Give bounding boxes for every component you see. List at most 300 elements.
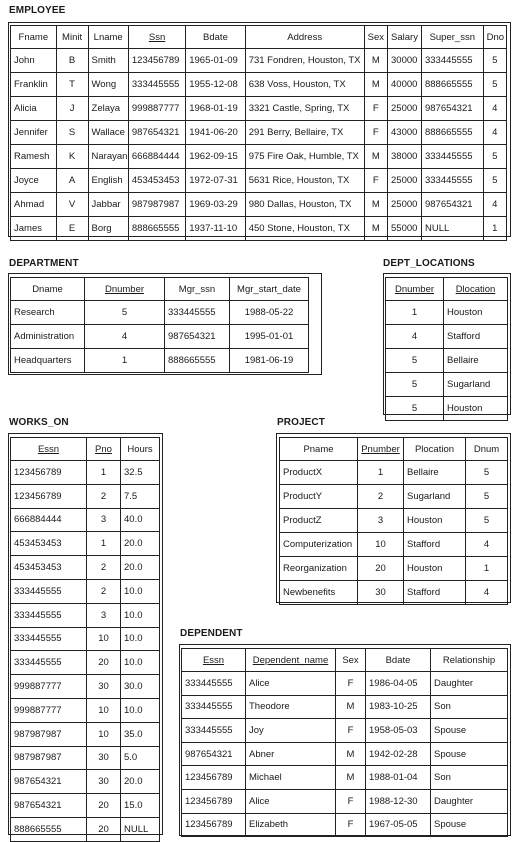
column-header-pno: Pno	[87, 438, 121, 461]
table-row	[11, 651, 160, 675]
table-cell: 3	[87, 603, 121, 627]
table-cell: Wong	[88, 73, 128, 97]
table-row	[11, 121, 507, 145]
table-cell: 1	[85, 349, 165, 373]
table-cell: B	[56, 49, 88, 73]
table-cell: M	[364, 49, 387, 73]
column-header-dno: Dno	[483, 26, 506, 49]
table-cell: M	[364, 145, 387, 169]
table-cell: 1983-10-25	[366, 695, 431, 719]
table-cell: 5	[386, 373, 444, 397]
table-cell: Wallace	[88, 121, 128, 145]
table-cell: 333445555	[421, 49, 483, 73]
table-row	[280, 557, 508, 581]
table-cell: 35.0	[121, 722, 160, 746]
table-cell: 5.0	[121, 746, 160, 770]
table-cell: 2	[87, 579, 121, 603]
table-cell: 4	[466, 581, 508, 605]
table-cell: English	[88, 169, 128, 193]
table-cell: 4	[483, 97, 506, 121]
table-cell: 123456789	[11, 484, 87, 508]
table-cell: 980 Dallas, Houston, TX	[245, 193, 364, 217]
table-cell: 2	[358, 485, 404, 509]
table-row	[280, 581, 508, 605]
dept-locations-table	[385, 277, 508, 421]
column-header-minit: Minit	[56, 26, 88, 49]
table-cell: 5	[386, 349, 444, 373]
dependent-title: DEPENDENT	[180, 628, 243, 639]
table-cell: 291 Berry, Bellaire, TX	[245, 121, 364, 145]
table-cell: M	[336, 695, 366, 719]
table-cell: 10.0	[121, 627, 160, 651]
table-cell: 888665555	[128, 217, 185, 241]
table-cell: 1995-01-01	[230, 325, 309, 349]
table-cell: 453453453	[11, 556, 87, 580]
table-cell: 888665555	[421, 73, 483, 97]
column-header-bdate: Bdate	[186, 26, 245, 49]
table-cell: 4	[483, 193, 506, 217]
table-row	[11, 675, 160, 699]
table-cell: 638 Voss, Houston, TX	[245, 73, 364, 97]
table-row	[182, 813, 508, 837]
table-cell: 333445555	[182, 672, 246, 696]
table-cell: 30.0	[121, 675, 160, 699]
table-cell: Headquarters	[11, 349, 85, 373]
employee-header-row	[11, 26, 507, 49]
table-cell: F	[336, 719, 366, 743]
table-row	[11, 461, 160, 485]
department-table	[10, 277, 309, 373]
column-header-dependent-name: Dependent_name	[246, 649, 336, 672]
column-header-mgr-start-date: Mgr_start_date	[230, 278, 309, 301]
table-cell: 1967-05-05	[366, 813, 431, 837]
table-row	[11, 817, 160, 841]
table-cell: 20.0	[121, 770, 160, 794]
table-cell: 987987987	[128, 193, 185, 217]
table-cell: Michael	[246, 766, 336, 790]
table-row	[182, 789, 508, 813]
table-row	[182, 719, 508, 743]
table-row	[386, 349, 508, 373]
table-cell: Smith	[88, 49, 128, 73]
table-cell: 975 Fire Oak, Humble, TX	[245, 145, 364, 169]
table-row	[11, 579, 160, 603]
table-cell: Jennifer	[11, 121, 57, 145]
table-row	[280, 509, 508, 533]
column-header-ssn: Ssn	[128, 26, 185, 49]
table-row	[182, 766, 508, 790]
table-cell: 32.5	[121, 461, 160, 485]
table-cell: F	[364, 121, 387, 145]
table-cell: Stafford	[404, 533, 466, 557]
table-cell: ProductY	[280, 485, 358, 509]
table-cell: Daughter	[431, 672, 508, 696]
column-header-bdate: Bdate	[366, 649, 431, 672]
table-cell: 20	[87, 794, 121, 818]
table-cell: 5	[483, 145, 506, 169]
table-cell: ProductX	[280, 461, 358, 485]
works-on-table	[10, 437, 160, 842]
table-cell: 1955-12-08	[186, 73, 245, 97]
table-cell: 333445555	[11, 651, 87, 675]
table-row	[386, 397, 508, 421]
table-cell: 987654321	[421, 193, 483, 217]
table-cell: 4	[466, 533, 508, 557]
table-cell: Bellaire	[444, 349, 508, 373]
column-header-fname: Fname	[11, 26, 57, 49]
table-cell: 1988-12-30	[366, 789, 431, 813]
table-cell: Joyce	[11, 169, 57, 193]
table-cell: Stafford	[404, 581, 466, 605]
table-cell: S	[56, 121, 88, 145]
table-cell: 333445555	[11, 579, 87, 603]
table-cell: 10	[87, 722, 121, 746]
column-header-super-ssn: Super_ssn	[421, 26, 483, 49]
table-cell: 1988-05-22	[230, 301, 309, 325]
column-header-mgr-ssn: Mgr_ssn	[165, 278, 230, 301]
table-cell: 20.0	[121, 556, 160, 580]
table-cell: 1969-03-29	[186, 193, 245, 217]
column-header-pname: Pname	[280, 438, 358, 461]
table-cell: 123456789	[182, 789, 246, 813]
table-row	[11, 722, 160, 746]
table-cell: 987654321	[182, 742, 246, 766]
dept-locations-title: DEPT_LOCATIONS	[383, 258, 475, 269]
table-cell: 20.0	[121, 532, 160, 556]
table-cell: 987654321	[128, 121, 185, 145]
table-row	[182, 695, 508, 719]
column-header-pnumber: Pnumber	[358, 438, 404, 461]
table-row	[11, 49, 507, 73]
project-table	[279, 437, 508, 605]
table-cell: Elizabeth	[246, 813, 336, 837]
table-cell: 123456789	[182, 813, 246, 837]
table-cell: 333445555	[421, 145, 483, 169]
table-cell: 666884444	[128, 145, 185, 169]
table-cell: M	[336, 766, 366, 790]
table-cell: 999887777	[11, 675, 87, 699]
table-cell: 5631 Rice, Houston, TX	[245, 169, 364, 193]
table-cell: Son	[431, 766, 508, 790]
table-row	[386, 301, 508, 325]
dept-locations-header-row	[386, 278, 508, 301]
table-row	[11, 73, 507, 97]
table-cell: 1941-06-20	[186, 121, 245, 145]
table-cell: 15.0	[121, 794, 160, 818]
table-cell: Computerization	[280, 533, 358, 557]
table-row	[280, 485, 508, 509]
table-cell: 5	[466, 509, 508, 533]
table-cell: 20	[87, 651, 121, 675]
table-cell: 888665555	[421, 121, 483, 145]
table-cell: 43000	[388, 121, 422, 145]
table-row	[11, 349, 309, 373]
table-cell: Zelaya	[88, 97, 128, 121]
table-cell: 40000	[388, 73, 422, 97]
department-header-row	[11, 278, 309, 301]
table-cell: 333445555	[128, 73, 185, 97]
table-cell: 30	[87, 770, 121, 794]
table-cell: 888665555	[165, 349, 230, 373]
project-title: PROJECT	[277, 417, 325, 428]
table-cell: 123456789	[128, 49, 185, 73]
table-cell: Houston	[444, 397, 508, 421]
table-cell: 123456789	[11, 461, 87, 485]
table-cell: Houston	[404, 557, 466, 581]
table-row	[11, 556, 160, 580]
table-cell: 123456789	[182, 766, 246, 790]
table-cell: 10	[87, 627, 121, 651]
table-cell: 1986-04-05	[366, 672, 431, 696]
table-cell: F	[364, 169, 387, 193]
table-cell: 1942-02-28	[366, 742, 431, 766]
table-cell: Alice	[246, 789, 336, 813]
table-cell: 999887777	[11, 698, 87, 722]
table-row	[11, 698, 160, 722]
table-cell: 10.0	[121, 579, 160, 603]
table-cell: 1	[386, 301, 444, 325]
table-cell: 333445555	[165, 301, 230, 325]
table-row	[11, 770, 160, 794]
table-row	[11, 532, 160, 556]
table-cell: 3	[358, 509, 404, 533]
table-cell: 1	[87, 532, 121, 556]
column-header-dnum: Dnum	[466, 438, 508, 461]
column-header-address: Address	[245, 26, 364, 49]
table-cell: 5	[85, 301, 165, 325]
table-cell: 5	[466, 485, 508, 509]
column-header-lname: Lname	[88, 26, 128, 49]
table-cell: 1	[87, 461, 121, 485]
table-cell: 999887777	[128, 97, 185, 121]
table-cell: Ahmad	[11, 193, 57, 217]
project-header-row	[280, 438, 508, 461]
table-cell: NULL	[121, 817, 160, 841]
table-cell: 453453453	[128, 169, 185, 193]
table-cell: Alice	[246, 672, 336, 696]
table-cell: 333445555	[11, 627, 87, 651]
table-cell: 731 Fondren, Houston, TX	[245, 49, 364, 73]
column-header-dname: Dname	[11, 278, 85, 301]
column-header-hours: Hours	[121, 438, 160, 461]
column-header-dlocation: Dlocation	[444, 278, 508, 301]
table-cell: 10.0	[121, 603, 160, 627]
table-cell: Sugarland	[404, 485, 466, 509]
table-cell: M	[364, 73, 387, 97]
table-row	[386, 373, 508, 397]
table-cell: 5	[483, 73, 506, 97]
table-cell: 1937-11-10	[186, 217, 245, 241]
table-cell: 4	[85, 325, 165, 349]
table-cell: Sugarland	[444, 373, 508, 397]
table-row	[11, 97, 507, 121]
table-row	[11, 794, 160, 818]
table-cell: 1981-06-19	[230, 349, 309, 373]
table-row	[11, 325, 309, 349]
table-row	[182, 672, 508, 696]
table-cell: 10	[358, 533, 404, 557]
table-cell: M	[364, 217, 387, 241]
column-header-essn: Essn	[182, 649, 246, 672]
table-cell: Jabbar	[88, 193, 128, 217]
column-header-sex: Sex	[336, 649, 366, 672]
table-cell: 1988-01-04	[366, 766, 431, 790]
table-cell: 1962-09-15	[186, 145, 245, 169]
table-cell: T	[56, 73, 88, 97]
table-cell: 10.0	[121, 651, 160, 675]
table-cell: K	[56, 145, 88, 169]
table-cell: 987654321	[11, 770, 87, 794]
table-cell: 333445555	[182, 719, 246, 743]
works-on-header-row	[11, 438, 160, 461]
table-cell: 888665555	[11, 817, 87, 841]
table-row	[11, 169, 507, 193]
table-cell: ProductZ	[280, 509, 358, 533]
table-cell: Daughter	[431, 789, 508, 813]
column-header-dnumber: Dnumber	[85, 278, 165, 301]
table-cell: 30000	[388, 49, 422, 73]
table-row	[11, 627, 160, 651]
table-row	[280, 461, 508, 485]
table-cell: 987654321	[11, 794, 87, 818]
table-cell: 2	[87, 556, 121, 580]
table-cell: Abner	[246, 742, 336, 766]
table-cell: 2	[87, 484, 121, 508]
table-cell: Administration	[11, 325, 85, 349]
table-cell: M	[364, 193, 387, 217]
table-cell: 450 Stone, Houston, TX	[245, 217, 364, 241]
table-cell: Ramesh	[11, 145, 57, 169]
table-cell: Narayan	[88, 145, 128, 169]
table-row	[11, 301, 309, 325]
table-cell: Houston	[444, 301, 508, 325]
table-cell: Alicia	[11, 97, 57, 121]
column-header-dnumber: Dnumber	[386, 278, 444, 301]
column-header-relationship: Relationship	[431, 649, 508, 672]
table-cell: Bellaire	[404, 461, 466, 485]
column-header-salary: Salary	[388, 26, 422, 49]
table-cell: 987987987	[11, 746, 87, 770]
table-cell: 1	[483, 217, 506, 241]
table-row	[11, 193, 507, 217]
table-cell: 333445555	[421, 169, 483, 193]
table-row	[11, 145, 507, 169]
table-cell: Houston	[404, 509, 466, 533]
table-cell: James	[11, 217, 57, 241]
table-cell: M	[336, 742, 366, 766]
table-cell: Franklin	[11, 73, 57, 97]
table-cell: 30	[87, 675, 121, 699]
column-header-essn: Essn	[11, 438, 87, 461]
table-cell: 1958-05-03	[366, 719, 431, 743]
table-row	[11, 508, 160, 532]
table-cell: Theodore	[246, 695, 336, 719]
table-cell: 453453453	[11, 532, 87, 556]
dependent-header-row	[182, 649, 508, 672]
department-title: DEPARTMENT	[9, 258, 79, 269]
works-on-title: WORKS_ON	[9, 417, 69, 428]
table-cell: F	[364, 97, 387, 121]
table-cell: 1965-01-09	[186, 49, 245, 73]
table-cell: 4	[483, 121, 506, 145]
table-cell: 987654321	[165, 325, 230, 349]
table-cell: Spouse	[431, 813, 508, 837]
table-cell: F	[336, 789, 366, 813]
table-cell: 333445555	[182, 695, 246, 719]
table-cell: 20	[87, 817, 121, 841]
table-cell: Reorganization	[280, 557, 358, 581]
table-row	[11, 746, 160, 770]
employee-table	[10, 25, 507, 241]
column-header-sex: Sex	[364, 26, 387, 49]
table-cell: John	[11, 49, 57, 73]
table-cell: J	[56, 97, 88, 121]
table-cell: 10.0	[121, 698, 160, 722]
table-cell: 3	[87, 508, 121, 532]
table-cell: 7.5	[121, 484, 160, 508]
table-cell: 55000	[388, 217, 422, 241]
table-cell: 5	[483, 49, 506, 73]
dependent-table	[181, 648, 508, 837]
table-cell: 333445555	[11, 603, 87, 627]
table-cell: 4	[386, 325, 444, 349]
table-cell: 987987987	[11, 722, 87, 746]
column-header-plocation: Plocation	[404, 438, 466, 461]
table-row	[386, 325, 508, 349]
table-cell: F	[336, 813, 366, 837]
table-cell: 10	[87, 698, 121, 722]
table-row	[280, 533, 508, 557]
table-cell: 1	[358, 461, 404, 485]
table-cell: F	[336, 672, 366, 696]
table-cell: 5	[386, 397, 444, 421]
table-cell: 1972-07-31	[186, 169, 245, 193]
table-cell: 20	[358, 557, 404, 581]
table-cell: 1	[466, 557, 508, 581]
table-cell: 30	[358, 581, 404, 605]
table-cell: A	[56, 169, 88, 193]
table-cell: 25000	[388, 193, 422, 217]
table-cell: 25000	[388, 97, 422, 121]
table-row	[182, 742, 508, 766]
table-cell: Newbenefits	[280, 581, 358, 605]
table-cell: Research	[11, 301, 85, 325]
table-row	[11, 484, 160, 508]
table-cell: Son	[431, 695, 508, 719]
table-cell: 38000	[388, 145, 422, 169]
table-cell: Stafford	[444, 325, 508, 349]
table-cell: 25000	[388, 169, 422, 193]
employee-title: EMPLOYEE	[9, 5, 66, 16]
table-row	[11, 217, 507, 241]
table-cell: 987654321	[421, 97, 483, 121]
table-row	[11, 603, 160, 627]
table-cell: Borg	[88, 217, 128, 241]
table-cell: 40.0	[121, 508, 160, 532]
table-cell: Spouse	[431, 719, 508, 743]
table-cell: 5	[466, 461, 508, 485]
table-cell: 30	[87, 746, 121, 770]
table-cell: 1968-01-19	[186, 97, 245, 121]
table-cell: 666884444	[11, 508, 87, 532]
table-cell: 3321 Castle, Spring, TX	[245, 97, 364, 121]
table-cell: NULL	[421, 217, 483, 241]
table-cell: Spouse	[431, 742, 508, 766]
table-cell: E	[56, 217, 88, 241]
table-cell: 5	[483, 169, 506, 193]
table-cell: Joy	[246, 719, 336, 743]
table-cell: V	[56, 193, 88, 217]
